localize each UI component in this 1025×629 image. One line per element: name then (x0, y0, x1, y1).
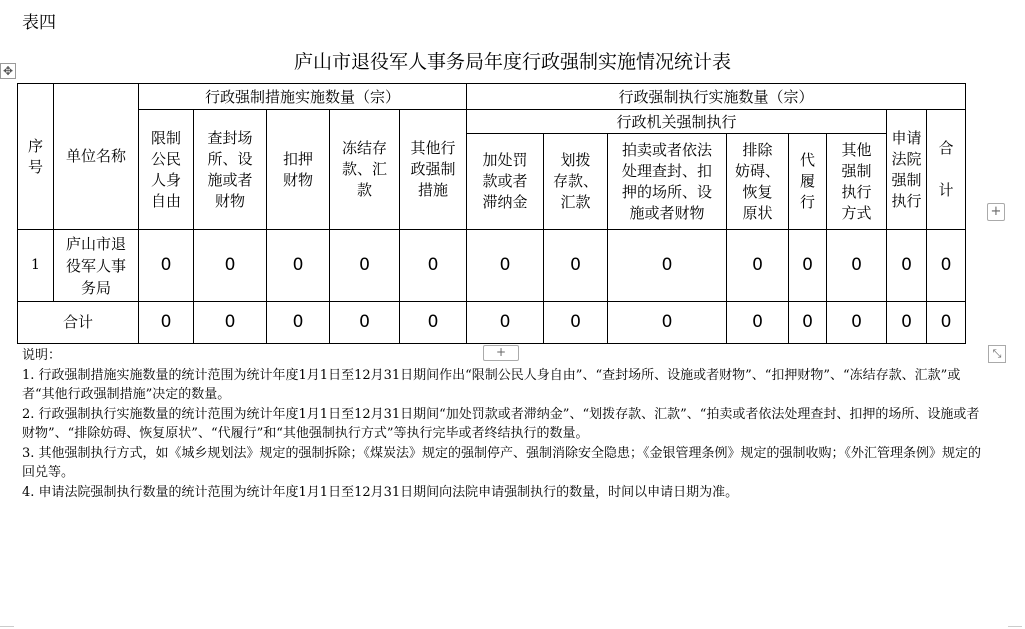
value-cell: 0 (400, 230, 467, 302)
note-item: 4. 申请法院强制执行数量的统计范围为统计年度1月1日至12月31日期间向法院申请强制执行的数量，时间以申请日期为准。 (22, 484, 739, 500)
notes-heading: 说明： (22, 348, 62, 363)
table-caption: 表四 (22, 13, 56, 33)
header-measure-col: 其他行 政强制 措施 (400, 110, 467, 230)
page-corner-mark (1008, 626, 1022, 627)
header-measure-col: 冻结存 款、汇 款 (330, 110, 400, 230)
total-cell: 0 (608, 302, 727, 344)
value-cell: 0 (827, 230, 887, 302)
header-court-apply: 申请 法院 强制 执行 (887, 110, 927, 230)
value-cell: 0 (467, 230, 544, 302)
total-cell: 0 (467, 302, 544, 344)
notes-section (22, 346, 982, 502)
value-cell: 0 (330, 230, 400, 302)
value-cell: 0 (727, 230, 789, 302)
total-cell: 0 (887, 302, 927, 344)
total-cell: 0 (267, 302, 330, 344)
value-cell: 0 (789, 230, 827, 302)
note-item: 2. 行政强制执行实施数量的统计范围为统计年度1月1日至12月31日期间“加处罚款或者滞纳金”、“划拨存款、汇款”、“拍卖或者依法处理查封、扣押的场所、设施或者财物”、“排除妨碍、恢复原状”、“代履行”和“其他强制执行方式”等执行完毕或者终结执行的数量。 (22, 406, 980, 441)
header-unit-name (54, 84, 139, 230)
header-total: 合 计 (927, 110, 966, 230)
value-cell: 0 (267, 230, 330, 302)
value-cell: 0 (927, 230, 966, 302)
total-cell: 0 (927, 302, 966, 344)
header-enforcement-col: 加处罚 款或者 滞纳金 (467, 134, 544, 230)
header-enforcement-col: 排除 妨碍、 恢复 原状 (727, 134, 789, 230)
header-enforcement-col: 划拨 存款、 汇款 (544, 134, 608, 230)
table-resize-handle-icon[interactable]: ⤡ (988, 345, 1006, 363)
total-cell: 0 (330, 302, 400, 344)
total-cell: 0 (400, 302, 467, 344)
table-row (18, 230, 966, 302)
total-cell: 0 (194, 302, 267, 344)
header-measure-col: 限制 公民 人身 自由 (139, 110, 194, 230)
value-cell: 0 (544, 230, 608, 302)
header-enforcement-group: 行政强制执行实施数量（宗） (467, 84, 966, 110)
page-title: 庐山市退役军人事务局年度行政强制实施情况统计表 (293, 51, 731, 73)
header-enforcement-col: 代 履 行 (789, 134, 827, 230)
value-cell: 0 (887, 230, 927, 302)
value-cell: 0 (139, 230, 194, 302)
total-cell: 0 (544, 302, 608, 344)
row-unit: 庐山市退 役军人事 务局 (54, 230, 139, 302)
note-item: 1. 行政强制措施实施数量的统计范围为统计年度1月1日至12月31日期间作出“限制公民人身自由”、“查封场所、设施或者财物”、“扣押财物”、“冻结存款、汇款”或者“其他行政强制措施”决定的数量。 (22, 367, 961, 402)
total-cell: 0 (789, 302, 827, 344)
row-seq: 1 (18, 230, 54, 302)
header-seq (18, 84, 54, 230)
total-cell: 0 (139, 302, 194, 344)
add-row-button[interactable]: + (483, 345, 519, 361)
header-unit-name-label: 单位名称 (65, 147, 126, 165)
header-measure-col: 查封场 所、设 施或者 财物 (194, 110, 267, 230)
header-measures-group: 行政强制措施实施数量（宗） (139, 84, 467, 110)
header-measure-col: 扣押 财物 (267, 110, 330, 230)
page-corner-mark (0, 626, 14, 627)
add-column-button[interactable]: + (987, 203, 1005, 221)
header-enforcement-col: 其他 强制 执行 方式 (827, 134, 887, 230)
header-admin-enforcement-group: 行政机关强制执行 (467, 110, 887, 134)
value-cell: 0 (194, 230, 267, 302)
header-seq-label: 序 号 (27, 136, 43, 176)
header-enforcement-col: 拍卖或者依法 处理查封、扣 押的场所、设 施或者财物 (608, 134, 727, 230)
statistics-table (17, 83, 966, 344)
total-row-label: 合计 (18, 302, 139, 344)
value-cell: 0 (608, 230, 727, 302)
total-row (18, 302, 966, 344)
table-move-handle-icon[interactable]: ✥ (0, 63, 16, 79)
total-cell: 0 (827, 302, 887, 344)
total-cell: 0 (727, 302, 789, 344)
note-item: 3. 其他强制执行方式，如《城乡规划法》规定的强制拆除；《煤炭法》规定的强制停产、强制消除安全隐患；《金银管理条例》规定的强制收购；《外汇管理条例》规定的回兑等。 (22, 445, 982, 480)
